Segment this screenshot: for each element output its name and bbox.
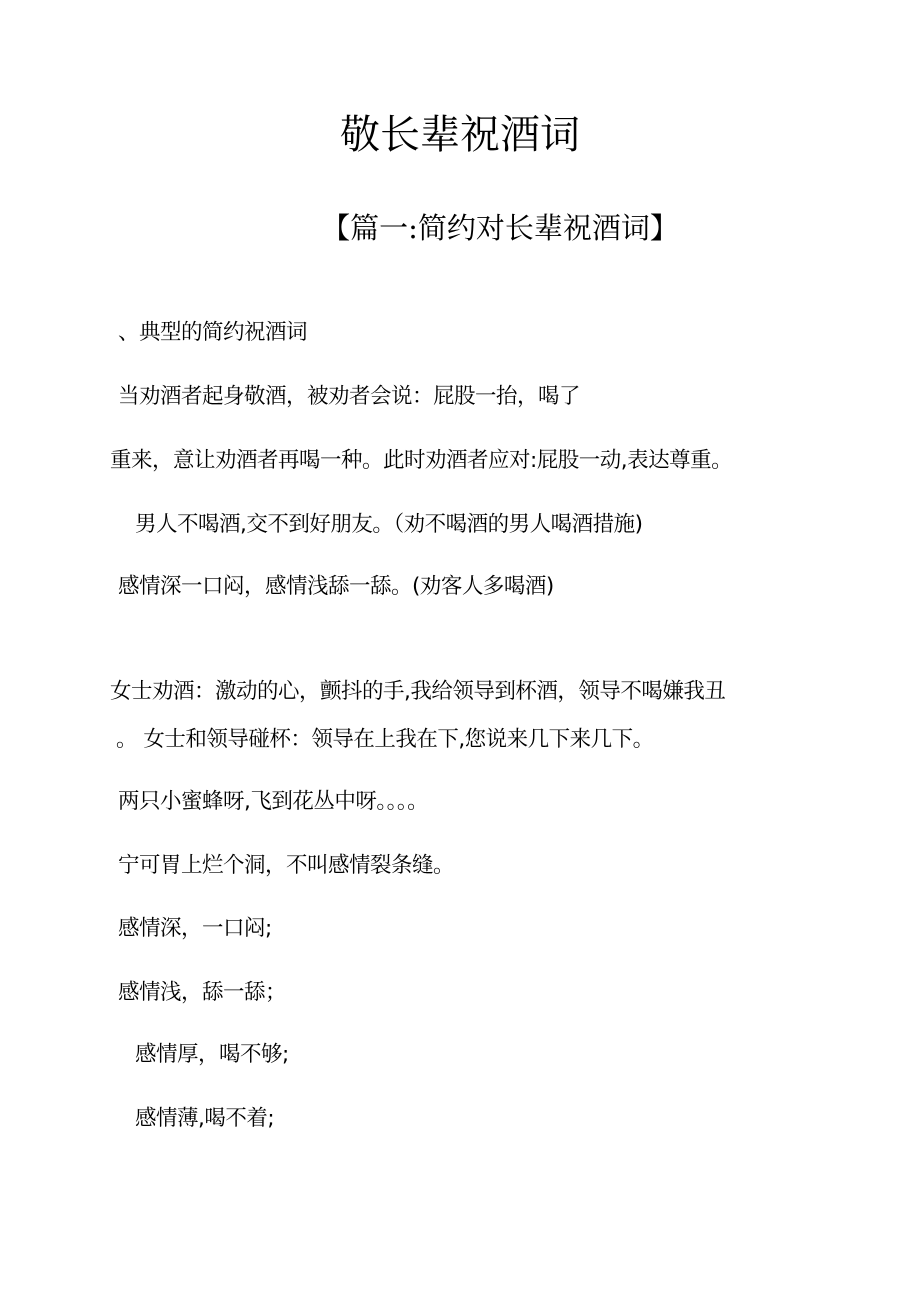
text-line: 女士劝酒：激动的心，颤抖的手,我给领导到杯酒，领导不喝嫌我丑 <box>110 679 726 704</box>
text-line: 感情深一口闷，感情浅舔一舔。(劝客人多喝酒) <box>118 574 554 599</box>
text-line: 感情薄,喝不着; <box>135 1106 275 1131</box>
document-title: 敬长辈祝酒词 <box>340 112 580 158</box>
text-line: 感情厚，喝不够; <box>135 1042 289 1067</box>
text-line: 当劝酒者起身敬酒，被劝者会说：屁股一抬，喝了 <box>118 384 581 409</box>
text-line: 宁可胃上烂个洞，不叫感情裂条缝。 <box>118 853 455 878</box>
text-line: 重来，意让劝酒者再喝一种。此时劝酒者应对:屁股一动,表达尊重。 <box>110 448 733 473</box>
text-line: 男人不喝酒,交不到好朋友。（劝不喝酒的男人喝酒措施) <box>135 512 643 537</box>
section-heading: 【篇一:简约对长辈祝酒词】 <box>321 211 679 245</box>
subsection-heading: 、典型的简约祝酒词 <box>118 320 308 345</box>
text-line: 两只小蜜蜂呀,飞到花丛中呀。。。。 <box>118 789 429 814</box>
text-line: 。 女士和领导碰杯：领导在上我在下,您说来几下来几下。 <box>116 727 654 752</box>
text-line: 感情浅，舔一舔； <box>118 980 287 1005</box>
text-line: 感情深，一口闷; <box>118 916 272 941</box>
